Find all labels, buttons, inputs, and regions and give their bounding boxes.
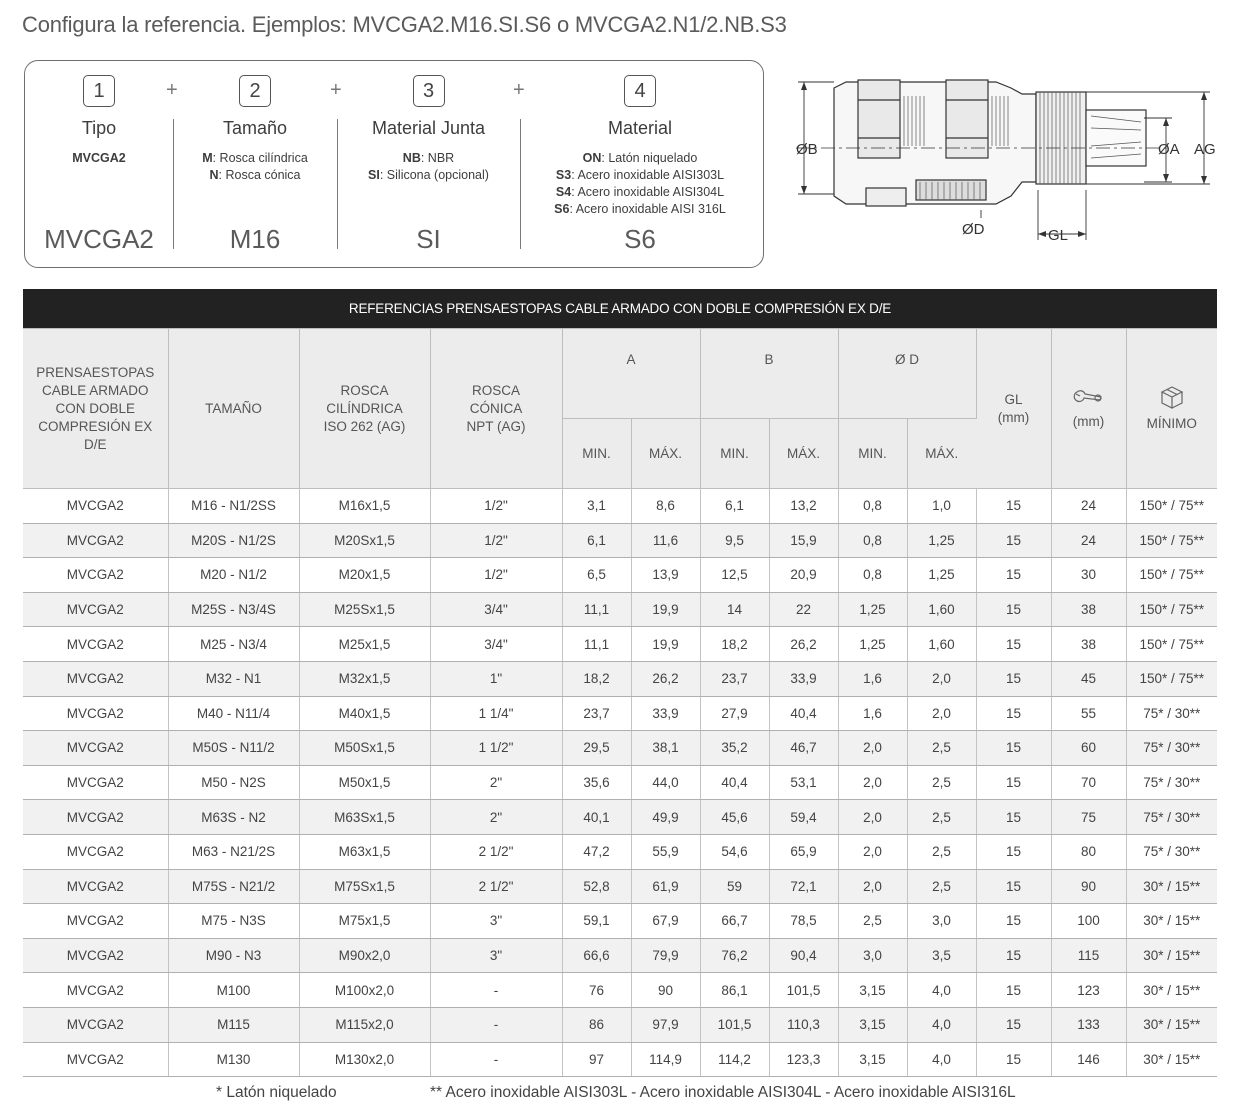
- table-cell: 3,0: [838, 938, 907, 973]
- table-cell: 6,5: [562, 558, 631, 593]
- table-cell: 15,9: [769, 523, 838, 558]
- table-cell: 11,1: [562, 627, 631, 662]
- table-cell: 2,5: [907, 731, 976, 766]
- table-cell: 35,6: [562, 765, 631, 800]
- table-cell: 44,0: [631, 765, 700, 800]
- table-row: [23, 523, 1217, 558]
- header-b-max: MÁX.: [769, 419, 838, 489]
- table-cell: 123,3: [769, 1042, 838, 1077]
- table-cell: 12,5: [700, 558, 769, 593]
- dim-gl-label: GL: [1048, 227, 1069, 244]
- table-cell: M63Sx1,5: [299, 800, 430, 835]
- table-cell: MVCGA2: [23, 938, 168, 973]
- table-cell: 2": [430, 765, 562, 800]
- header-b: B: [700, 329, 838, 419]
- table-cell: 30* / 15**: [1126, 1007, 1217, 1042]
- table-cell: M115: [168, 1007, 299, 1042]
- table-cell: 19,9: [631, 592, 700, 627]
- table-cell: 3/4": [430, 627, 562, 662]
- table-cell: 30* / 15**: [1126, 938, 1217, 973]
- table-cell: 150* / 75**: [1126, 558, 1217, 593]
- table-cell: 3/4": [430, 592, 562, 627]
- table-cell: 67,9: [631, 904, 700, 939]
- plus-sign: +: [513, 79, 525, 101]
- table-cell: 11,1: [562, 592, 631, 627]
- table-row: [23, 558, 1217, 593]
- table-cell: 150* / 75**: [1126, 523, 1217, 558]
- table-cell: 150* / 75**: [1126, 592, 1217, 627]
- table-cell: 90: [1051, 869, 1126, 904]
- table-cell: 30* / 15**: [1126, 1042, 1217, 1077]
- table-cell: 15: [976, 1007, 1051, 1042]
- table-cell: 15: [976, 869, 1051, 904]
- table-cell: 76,2: [700, 938, 769, 973]
- table-cell: 1,6: [838, 696, 907, 731]
- table-cell: MVCGA2: [23, 696, 168, 731]
- table-cell: M75x1,5: [299, 904, 430, 939]
- config-column-tipo: [25, 61, 173, 267]
- table-cell: 46,7: [769, 731, 838, 766]
- table-cell: 1 1/4": [430, 696, 562, 731]
- table-cell: MVCGA2: [23, 592, 168, 627]
- cable-gland-diagram: [786, 70, 1226, 260]
- table-cell: 15: [976, 489, 1051, 524]
- config-column-material: [520, 61, 760, 267]
- table-cell: 26,2: [769, 627, 838, 662]
- table-cell: 15: [976, 904, 1051, 939]
- table-row: [23, 973, 1217, 1008]
- table-cell: 3,15: [838, 1007, 907, 1042]
- table-cell: 60: [1051, 731, 1126, 766]
- table-cell: 1,6: [838, 661, 907, 696]
- table-cell: 13,9: [631, 558, 700, 593]
- table-cell: 75* / 30**: [1126, 696, 1217, 731]
- table-cell: 2 1/2": [430, 834, 562, 869]
- plus-sign: +: [166, 79, 178, 101]
- table-banner: REFERENCIAS PRENSAESTOPAS CABLE ARMADO CON DOBLE COMPRESIÓN EX D/E: [23, 289, 1217, 329]
- table-cell: 3,5: [907, 938, 976, 973]
- table-cell: 24: [1051, 489, 1126, 524]
- table-cell: 1,25: [907, 523, 976, 558]
- table-cell: 13,2: [769, 489, 838, 524]
- table-cell: 2,5: [907, 800, 976, 835]
- table-cell: 23,7: [700, 661, 769, 696]
- table-cell: MVCGA2: [23, 765, 168, 800]
- table-cell: 15: [976, 661, 1051, 696]
- table-cell: 54,6: [700, 834, 769, 869]
- table-cell: 110,3: [769, 1007, 838, 1042]
- table-cell: MVCGA2: [23, 523, 168, 558]
- header-rosca-conica: ROSCA CÓNICA NPT (AG): [430, 329, 562, 489]
- table-cell: 3,0: [907, 904, 976, 939]
- table-cell: 6,1: [700, 489, 769, 524]
- table-cell: 2,0: [838, 869, 907, 904]
- table-cell: 150* / 75**: [1126, 627, 1217, 662]
- header-a: A: [562, 329, 700, 419]
- table-cell: 59,4: [769, 800, 838, 835]
- table-cell: 55: [1051, 696, 1126, 731]
- table-cell: 33,9: [631, 696, 700, 731]
- step-number: 3: [413, 75, 445, 107]
- config-column-material-junta: [337, 61, 520, 267]
- header-prensaestopas: PRENSAESTOPAS CABLE ARMADO CON DOBLE COMPRESIÓN EX D/E: [23, 329, 168, 489]
- table-cell: 23,7: [562, 696, 631, 731]
- table-row: [23, 834, 1217, 869]
- table-cell: 97: [562, 1042, 631, 1077]
- table-cell: 3,15: [838, 973, 907, 1008]
- table-cell: MVCGA2: [23, 489, 168, 524]
- step-number: 1: [83, 75, 115, 107]
- table-cell: 75: [1051, 800, 1126, 835]
- table-cell: M50S - N11/2: [168, 731, 299, 766]
- table-cell: 146: [1051, 1042, 1126, 1077]
- reference-table: [23, 289, 1217, 1077]
- table-row: [23, 627, 1217, 662]
- table-cell: M32 - N1: [168, 661, 299, 696]
- table-cell: 1,0: [907, 489, 976, 524]
- table-cell: 15: [976, 731, 1051, 766]
- table-cell: 3,1: [562, 489, 631, 524]
- table-cell: 1/2": [430, 523, 562, 558]
- table-cell: 15: [976, 1042, 1051, 1077]
- table-cell: 1,25: [838, 592, 907, 627]
- header-gl: GL (mm): [976, 329, 1051, 489]
- table-cell: MVCGA2: [23, 627, 168, 662]
- table-cell: 133: [1051, 1007, 1126, 1042]
- table-cell: M20x1,5: [299, 558, 430, 593]
- table-cell: MVCGA2: [23, 661, 168, 696]
- table-row: [23, 765, 1217, 800]
- table-row: [23, 592, 1217, 627]
- header-d: Ø D: [838, 329, 976, 419]
- table-cell: 79,9: [631, 938, 700, 973]
- table-cell: 47,2: [562, 834, 631, 869]
- table-cell: 38: [1051, 627, 1126, 662]
- table-cell: MVCGA2: [23, 731, 168, 766]
- table-cell: MVCGA2: [23, 558, 168, 593]
- table-cell: 30* / 15**: [1126, 973, 1217, 1008]
- table-cell: 0,8: [838, 489, 907, 524]
- table-cell: M63x1,5: [299, 834, 430, 869]
- table-cell: -: [430, 1042, 562, 1077]
- table-cell: 150* / 75**: [1126, 661, 1217, 696]
- table-cell: 1,25: [838, 627, 907, 662]
- table-cell: 26,2: [631, 661, 700, 696]
- table-cell: M100: [168, 973, 299, 1008]
- table-cell: 18,2: [562, 661, 631, 696]
- table-cell: 4,0: [907, 1007, 976, 1042]
- table-cell: MVCGA2: [23, 1042, 168, 1077]
- reference-table-wrapper: [23, 289, 1217, 1077]
- table-cell: 30: [1051, 558, 1126, 593]
- table-cell: M25x1,5: [299, 627, 430, 662]
- table-cell: 15: [976, 592, 1051, 627]
- step-number: 4: [624, 75, 656, 107]
- step-number: 2: [239, 75, 271, 107]
- table-cell: 59,1: [562, 904, 631, 939]
- header-b-min: MIN.: [700, 419, 769, 489]
- footnote-acero: ** Acero inoxidable AISI303L - Acero inoxidable AISI304L - Acero inoxidable AISI316L: [430, 1084, 1016, 1101]
- table-cell: 8,6: [631, 489, 700, 524]
- table-cell: 53,1: [769, 765, 838, 800]
- table-cell: 1/2": [430, 558, 562, 593]
- table-cell: 2,0: [907, 661, 976, 696]
- column-desc: NB: NBR SI: Silicona (opcional): [368, 151, 489, 182]
- table-cell: 14: [700, 592, 769, 627]
- table-cell: 15: [976, 558, 1051, 593]
- table-cell: M25S - N3/4S: [168, 592, 299, 627]
- table-cell: 97,9: [631, 1007, 700, 1042]
- table-cell: 75* / 30**: [1126, 765, 1217, 800]
- page-title: Configura la referencia. Ejemplos: MVCGA2.M16.SI.S6 o MVCGA2.N1/2.NB.S3: [22, 12, 787, 37]
- table-cell: 22: [769, 592, 838, 627]
- table-cell: 115: [1051, 938, 1126, 973]
- table-cell: 1": [430, 661, 562, 696]
- table-cell: 11,6: [631, 523, 700, 558]
- table-cell: 33,9: [769, 661, 838, 696]
- header-a-min: MIN.: [562, 419, 631, 489]
- box-icon: [1158, 384, 1186, 410]
- table-cell: 3": [430, 904, 562, 939]
- column-desc: ON: Latón niquelado S3: Acero inoxidable AISI303L S4: Acero inoxidable AISI304L S6: Acero inoxidable AISI 316L: [554, 151, 726, 216]
- table-cell: 59: [700, 869, 769, 904]
- table-cell: M20Sx1,5: [299, 523, 430, 558]
- table-body: [23, 489, 1217, 1077]
- header-tamano: TAMAÑO: [168, 329, 299, 489]
- table-cell: 2,0: [838, 731, 907, 766]
- table-cell: M50x1,5: [299, 765, 430, 800]
- table-cell: 20,9: [769, 558, 838, 593]
- table-cell: 65,9: [769, 834, 838, 869]
- table-cell: 15: [976, 834, 1051, 869]
- table-cell: 15: [976, 627, 1051, 662]
- table-cell: 15: [976, 973, 1051, 1008]
- table-row: [23, 1007, 1217, 1042]
- table-cell: 2,5: [907, 869, 976, 904]
- table-cell: 19,9: [631, 627, 700, 662]
- table-row: [23, 800, 1217, 835]
- column-name: Material: [607, 118, 673, 138]
- table-cell: M20S - N1/2S: [168, 523, 299, 558]
- table-row: [23, 1042, 1217, 1077]
- config-column-tamano: [173, 61, 337, 267]
- table-cell: M75Sx1,5: [299, 869, 430, 904]
- table-cell: 90: [631, 973, 700, 1008]
- table-cell: M63S - N2: [168, 800, 299, 835]
- table-cell: 30* / 15**: [1126, 904, 1217, 939]
- table-cell: 0,8: [838, 523, 907, 558]
- table-cell: M32x1,5: [299, 661, 430, 696]
- table-cell: M90x2,0: [299, 938, 430, 973]
- table-cell: 2,5: [838, 904, 907, 939]
- table-cell: 90,4: [769, 938, 838, 973]
- table-row: [23, 904, 1217, 939]
- table-cell: 15: [976, 800, 1051, 835]
- table-row: [23, 661, 1217, 696]
- footnote-laton: * Latón niquelado: [216, 1084, 337, 1101]
- table-cell: 3,15: [838, 1042, 907, 1077]
- table-cell: M63 - N21/2S: [168, 834, 299, 869]
- table-cell: 75* / 30**: [1126, 834, 1217, 869]
- table-cell: MVCGA2: [23, 800, 168, 835]
- table-cell: 2 1/2": [430, 869, 562, 904]
- table-cell: 2,0: [838, 800, 907, 835]
- dim-a-label: ØA: [1158, 141, 1180, 158]
- table-cell: 70: [1051, 765, 1126, 800]
- table-cell: M130: [168, 1042, 299, 1077]
- table-cell: 45: [1051, 661, 1126, 696]
- table-cell: 101,5: [769, 973, 838, 1008]
- header-minimo: MÍNIMO: [1126, 329, 1217, 489]
- table-cell: 86: [562, 1007, 631, 1042]
- header-rosca-cilindrica: ROSCA CILÍNDRICA ISO 262 (AG): [299, 329, 430, 489]
- table-cell: 76: [562, 973, 631, 1008]
- table-cell: 40,1: [562, 800, 631, 835]
- table-cell: 38,1: [631, 731, 700, 766]
- example-value: SI: [416, 224, 441, 254]
- table-cell: 4,0: [907, 973, 976, 1008]
- table-cell: 6,1: [562, 523, 631, 558]
- table-cell: 15: [976, 765, 1051, 800]
- table-cell: 123: [1051, 973, 1126, 1008]
- table-cell: 86,1: [700, 973, 769, 1008]
- table-cell: 1,60: [907, 627, 976, 662]
- header-a-max: MÁX.: [631, 419, 700, 489]
- table-cell: 1,25: [907, 558, 976, 593]
- table-cell: 55,9: [631, 834, 700, 869]
- table-cell: M16 - N1/2SS: [168, 489, 299, 524]
- table-cell: M16x1,5: [299, 489, 430, 524]
- table-cell: M115x2,0: [299, 1007, 430, 1042]
- table-cell: MVCGA2: [23, 834, 168, 869]
- table-cell: 15: [976, 938, 1051, 973]
- table-cell: 66,7: [700, 904, 769, 939]
- table-row: [23, 938, 1217, 973]
- table-cell: 80: [1051, 834, 1126, 869]
- table-cell: 0,8: [838, 558, 907, 593]
- table-cell: 35,2: [700, 731, 769, 766]
- table-cell: 40,4: [700, 765, 769, 800]
- table-cell: M40x1,5: [299, 696, 430, 731]
- table-cell: 100: [1051, 904, 1126, 939]
- table-cell: 40,4: [769, 696, 838, 731]
- table-cell: 9,5: [700, 523, 769, 558]
- table-cell: MVCGA2: [23, 973, 168, 1008]
- table-cell: 29,5: [562, 731, 631, 766]
- header-d-min: MIN.: [838, 419, 907, 489]
- table-cell: 18,2: [700, 627, 769, 662]
- dim-d-label: ØD: [962, 221, 985, 238]
- table-cell: M75 - N3S: [168, 904, 299, 939]
- table-cell: M75S - N21/2: [168, 869, 299, 904]
- table-cell: M50 - N2S: [168, 765, 299, 800]
- example-value: MVCGA2: [44, 224, 154, 254]
- table-cell: 27,9: [700, 696, 769, 731]
- table-cell: 1,60: [907, 592, 976, 627]
- table-cell: -: [430, 973, 562, 1008]
- column-desc: M: Rosca cilíndrica N: Rosca cónica: [202, 151, 308, 182]
- table-cell: 4,0: [907, 1042, 976, 1077]
- column-name: Tamaño: [222, 118, 288, 138]
- column-name: Tipo: [81, 118, 117, 138]
- header-wrench: (mm): [1051, 329, 1126, 489]
- table-row: [23, 731, 1217, 766]
- table-cell: M40 - N11/4: [168, 696, 299, 731]
- table-cell: 2,0: [907, 696, 976, 731]
- table-cell: 2": [430, 800, 562, 835]
- table-cell: 45,6: [700, 800, 769, 835]
- table-cell: 3": [430, 938, 562, 973]
- table-cell: MVCGA2: [23, 904, 168, 939]
- table-cell: 30* / 15**: [1126, 869, 1217, 904]
- table-cell: 66,6: [562, 938, 631, 973]
- table-cell: 15: [976, 523, 1051, 558]
- table-cell: 15: [976, 696, 1051, 731]
- table-cell: M25 - N3/4: [168, 627, 299, 662]
- table-cell: MVCGA2: [23, 1007, 168, 1042]
- table-cell: MVCGA2: [23, 869, 168, 904]
- table-cell: 75* / 30**: [1126, 800, 1217, 835]
- table-cell: 2,0: [838, 765, 907, 800]
- table-cell: -: [430, 1007, 562, 1042]
- example-value: S6: [624, 224, 656, 254]
- table-cell: 38: [1051, 592, 1126, 627]
- table-cell: 114,9: [631, 1042, 700, 1077]
- example-value: M16: [229, 224, 281, 254]
- column-name: Material Junta: [371, 118, 486, 138]
- table-cell: M50Sx1,5: [299, 731, 430, 766]
- table-cell: M20 - N1/2: [168, 558, 299, 593]
- reference-config-box: [24, 60, 764, 268]
- table-cell: 72,1: [769, 869, 838, 904]
- table-cell: 1 1/2": [430, 731, 562, 766]
- table-row: [23, 869, 1217, 904]
- table-cell: M100x2,0: [299, 973, 430, 1008]
- wrench-icon: [1073, 386, 1105, 408]
- table-cell: 24: [1051, 523, 1126, 558]
- table-cell: 2,0: [838, 834, 907, 869]
- table-cell: 78,5: [769, 904, 838, 939]
- table-cell: 101,5: [700, 1007, 769, 1042]
- table-cell: 2,5: [907, 834, 976, 869]
- table-row: [23, 489, 1217, 524]
- table-cell: 75* / 30**: [1126, 731, 1217, 766]
- table-row: [23, 696, 1217, 731]
- table-cell: M130x2,0: [299, 1042, 430, 1077]
- table-cell: M25Sx1,5: [299, 592, 430, 627]
- dim-ag-label: AG: [1194, 141, 1216, 158]
- table-cell: M90 - N3: [168, 938, 299, 973]
- table-cell: 52,8: [562, 869, 631, 904]
- table-cell: 2,5: [907, 765, 976, 800]
- table-cell: 49,9: [631, 800, 700, 835]
- plus-sign: +: [330, 79, 342, 101]
- table-cell: 1/2": [430, 489, 562, 524]
- table-cell: 150* / 75**: [1126, 489, 1217, 524]
- table-cell: 61,9: [631, 869, 700, 904]
- column-desc: MVCGA2: [72, 151, 126, 165]
- dim-b-label: ØB: [796, 141, 818, 158]
- table-cell: 114,2: [700, 1042, 769, 1077]
- header-d-max: MÁX.: [907, 419, 976, 489]
